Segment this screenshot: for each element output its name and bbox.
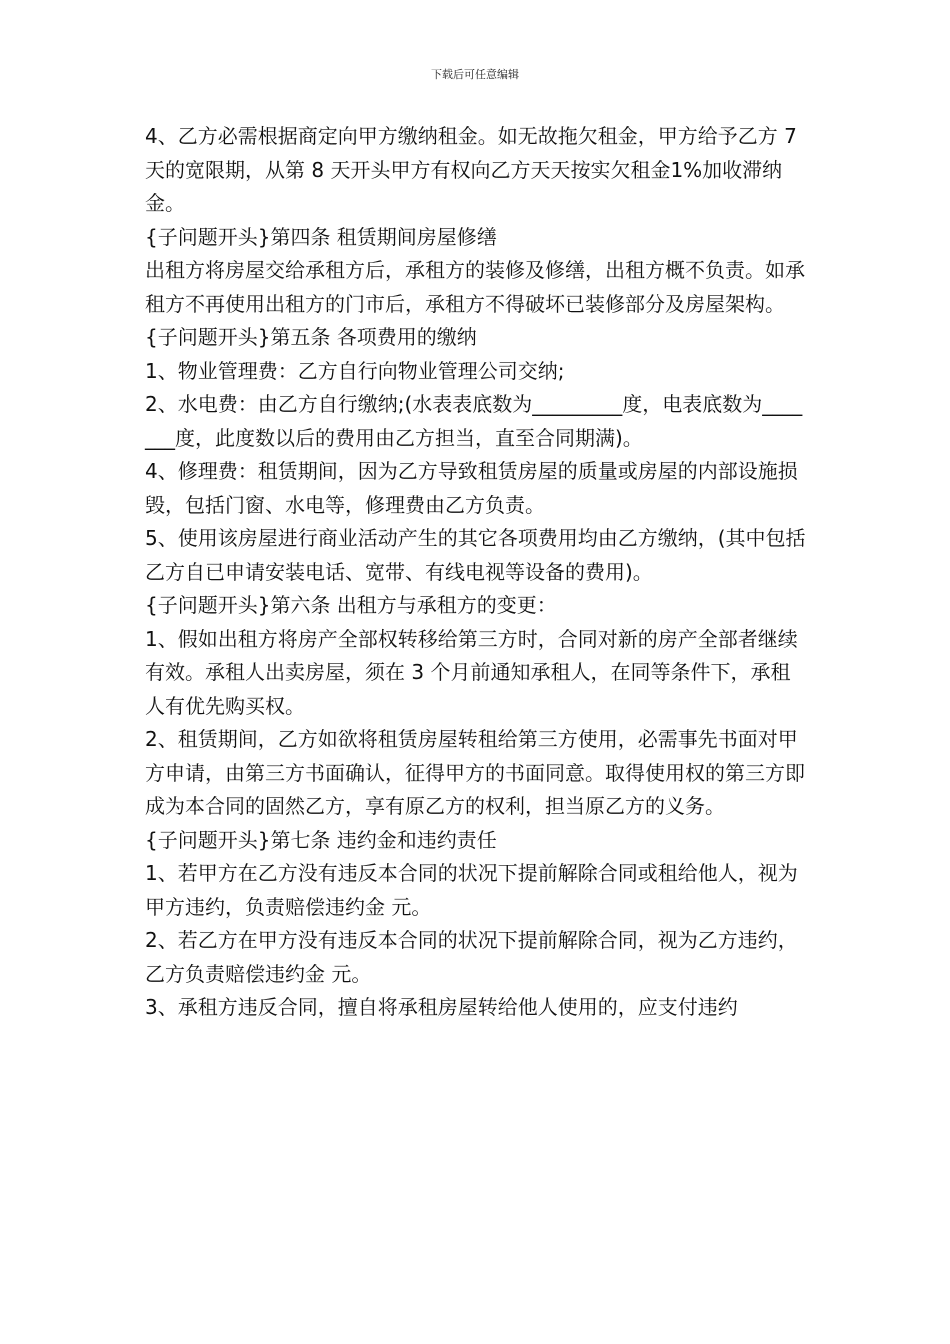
section-heading-4: {子问题开头}第四条 租赁期间房屋修缮 xyxy=(145,224,497,249)
paragraph-repair-fee: 4、修理费：租赁期间，因为乙方导致租赁房屋的质量或房屋的内部设施损毁，包括门窗、水电等，修理费由乙方负责。 xyxy=(145,459,798,517)
section-heading-5: {子问题开头}第五条 各项费用的缴纳 xyxy=(145,325,477,349)
paragraph-rent-payment: 4、乙方必需根据商定向甲方缴纳租金。如无故拖欠租金，甲方给予乙方 7 天的宽限期，从第 8 天开头甲方有权向乙方天天按实欠租金1%加收滞纳金。 xyxy=(145,124,797,215)
document-body xyxy=(145,120,807,1025)
paragraph-property-fee: 1、物业管理费：乙方自行向物业管理公司交纳; xyxy=(145,358,565,383)
paragraph-utilities: 2、水电费：由乙方自行缴纳;(水表表底数为_________度，电表底数为_______度，此度数以后的费用由乙方担当，直至合同期满)。 xyxy=(145,392,803,450)
paragraph-other-fees: 5、使用该房屋进行商业活动产生的其它各项费用均由乙方缴纳，(其中包括乙方自已申请安装电话、宽带、有线电视等设备的费用)。 xyxy=(145,526,806,584)
paragraph-breach-party-b: 2、若乙方在甲方没有违反本合同的状况下提前解除合同，视为乙方违约，乙方负责赔偿违约金 元。 xyxy=(145,928,798,986)
paragraph-unauthorized-sublet: 3、承租方违反合同，擅自将承租房屋转给他人使用的，应支付违约 xyxy=(145,995,738,1019)
page-header: 下载后可任意编辑 xyxy=(431,68,519,81)
paragraph-sublease: 2、租赁期间，乙方如欲将租赁房屋转租给第三方使用，必需事先书面对甲方申请，由第三方书面确认，征得甲方的书面同意。取得使用权的第三方即成为本合同的固然乙方，享有原乙方的权利，担当原乙方的义务。 xyxy=(145,727,805,818)
section-heading-7: {子问题开头}第七条 违约金和违约责任 xyxy=(145,827,497,852)
paragraph-ownership-transfer: 1、假如出租方将房产全部权转移给第三方时，合同对新的房产全部者继续有效。承租人出卖房屋，须在 3 个月前通知承租人，在同等条件下，承租人有优先购买权。 xyxy=(145,626,798,718)
paragraph-repairs: 出租方将房屋交给承租方后，承租方的装修及修缮，出租方概不负责。如承租方不再使用出租方的门市后，承租方不得破坏已装修部分及房屋架构。 xyxy=(145,258,805,316)
section-heading-6: {子问题开头}第六条 出租方与承租方的变更： xyxy=(145,593,557,617)
paragraph-breach-party-a: 1、若甲方在乙方没有违反本合同的状况下提前解除合同或租给他人，视为甲方违约，负责赔偿违约金 元。 xyxy=(145,861,798,919)
